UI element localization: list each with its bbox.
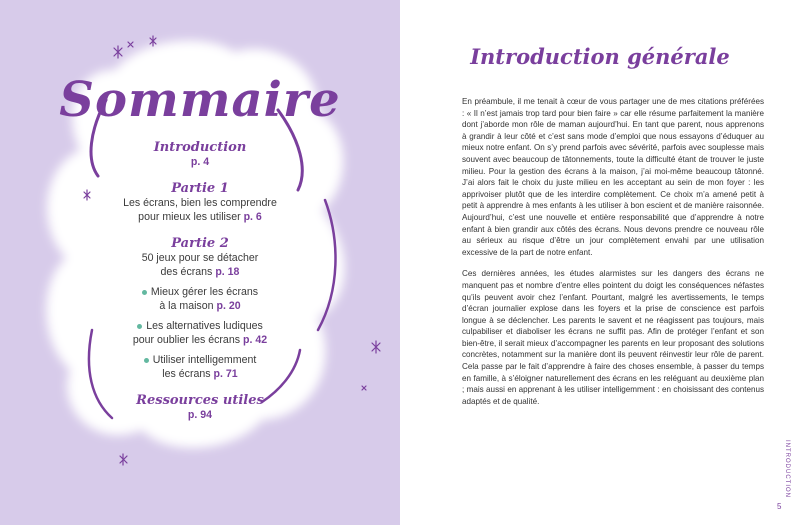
toc-entry: 50 jeux pour se détacher: [141, 252, 259, 264]
toc-entry: Les alternatives ludiques: [95, 319, 305, 333]
toc-entry: les écrans p. 71: [162, 368, 238, 380]
toc-entry: des écrans p. 18: [160, 266, 240, 278]
bullet-dot-icon: [137, 324, 142, 329]
bullet-dot-icon: [144, 358, 149, 363]
bullet-dot-icon: [142, 290, 147, 295]
toc-section-introduction: Introduction: [153, 140, 247, 155]
toc-entry: Mieux gérer les écrans: [95, 285, 305, 299]
toc-section-resources: Ressources utiles: [136, 393, 264, 408]
table-of-contents: [95, 140, 305, 422]
toc-section-part1: Partie 1: [171, 181, 229, 196]
right-page: [400, 0, 800, 525]
toc-page-introduction: p. 4: [190, 156, 210, 168]
toc-entry: Les écrans, bien les comprendre: [123, 197, 277, 209]
body-text: [462, 96, 764, 417]
toc-page: p. 71: [213, 368, 238, 380]
toc-entry: Utiliser intelligemment: [95, 353, 305, 367]
page-number: 5: [777, 502, 782, 511]
chapter-heading: Introduction générale: [470, 44, 730, 69]
toc-title: Sommaire: [59, 72, 341, 128]
paragraph: En préambule, il me tenait à cœur de vous partager une de mes citations préférées : « Il n’est jamais trop tard pour bien faire » car elle résume parfaitement la manière dont j’aborde mon rôle de maman aujourd’hui. En tant que parent, nous apprenons à grandir à leur côté et c’est sans mode d’emploi que nous essayons d’éduquer au mieux notre enfant. On s’y prend parfois avec sévérité, parfois avec souplesse mais souvent avec beaucoup de tâtonnements, toute la difficulté étant de trouver le juste milieu. Pour la gestion des écrans à la maison, j’ai moi-même beaucoup tâtonné. J’ai alors fait le choix du juste milieu en les acceptant au sein de mon foyer : les apprivoiser plutôt que de les interdire complètement. Ce choix m’a amené petit à petit à apprendre à mes enfants à les utiliser à bon escient et de manière raisonnée. Aujourd’hui, c’est une nouvelle et entière responsabilité que d’apprendre à notre enfant à bien grandir aux côtés des écrans. Nous devons prendre ce nouveau rôle au sérieux au risque d’être un jour complètement envahi par une utilisation excessive de la part de notre enfant.: [462, 97, 764, 257]
toc-entry: pour oublier les écrans p. 42: [132, 334, 268, 346]
toc-section-part2: Partie 2: [171, 236, 229, 251]
toc-page: p. 6: [243, 211, 262, 223]
toc-page: p. 20: [216, 300, 241, 312]
toc-entry: à la maison p. 20: [159, 300, 241, 312]
paragraph: Ces dernières années, les études alarmistes sur les dangers des écrans ne manquent pas et nombre d’entre elles pointent du doigt les conséquences néfastes qu’ils peuvent avoir chez l’enfant. Pourtant, malgré les avertissements, le temps d’écran journalier explose dans les foyers et la prise de conscience est parfois longue à se déclencher. Les parents le savent et ne réagissent pas toujours, mais culpabiliser et diaboliser les écrans ne suffit pas. Afin de protéger l’enfant et son bien-être, il serait mieux d’accompagner les parents en leur proposant des solutions concrètes, notamment sur la manière dont ils peuvent réinvestir leur rôle de parent. Cela passe par le fait d’apprendre à faire des choses ensemble, à passer du temps en famille, à s’éloigner naturellement des écrans en les reléguant au deuxième plan ; mais aussi en apprenant à les utiliser intelligemment : en choisissant des contenus adaptés et de qualité.: [462, 269, 764, 406]
toc-page: p. 18: [215, 266, 240, 278]
side-running-label: INTRODUCTION: [784, 440, 790, 498]
toc-page-resources: p. 94: [187, 409, 213, 421]
toc-entry: pour mieux les utiliser p. 6: [138, 211, 262, 223]
toc-page: p. 42: [242, 334, 268, 346]
